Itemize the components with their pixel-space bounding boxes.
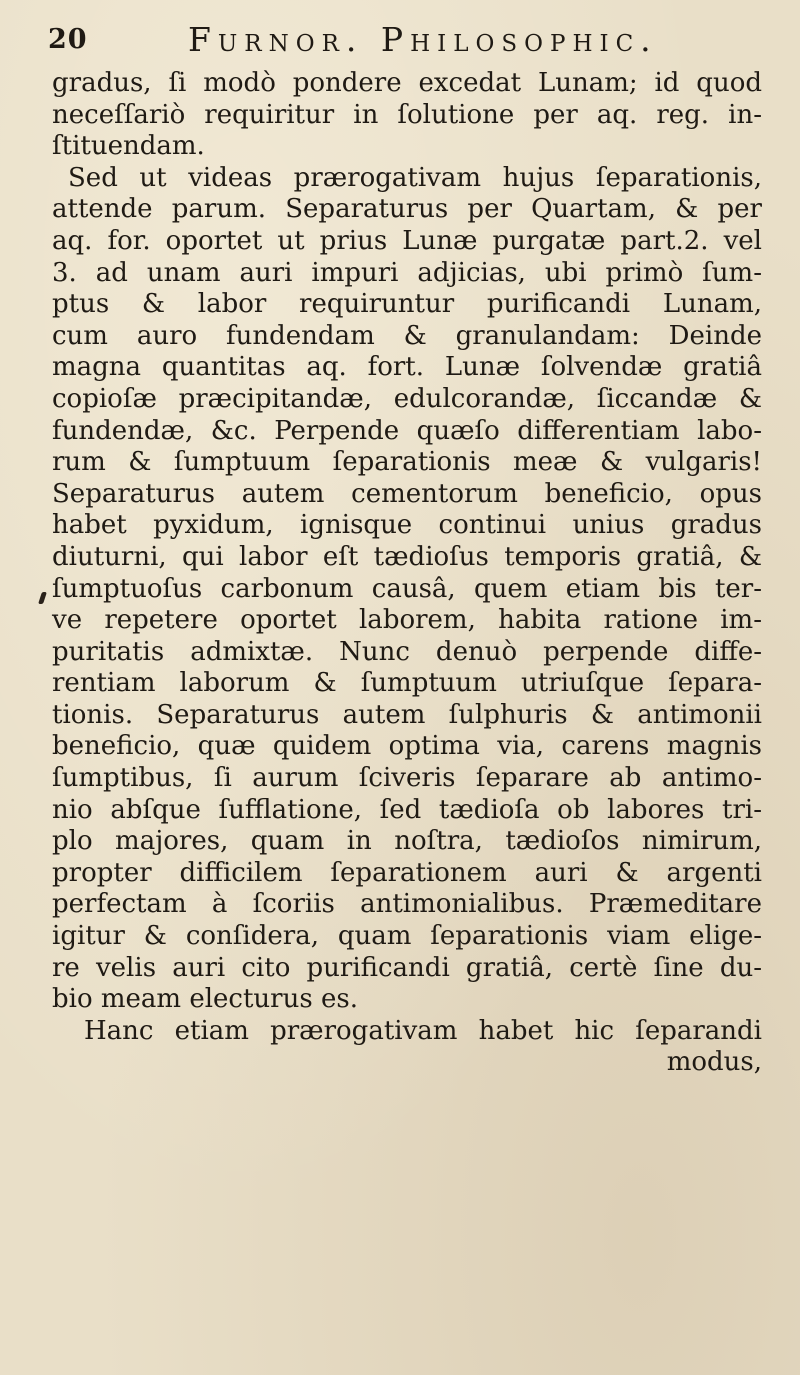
text-line: tionis. Separaturus autem ſulphuris & antimonii	[52, 699, 762, 730]
text-line: cum auro fundendam & granulandam: Deinde	[52, 320, 762, 351]
text-line: plo majores, quam in noſtra, tædioſos nimirum,	[52, 826, 762, 857]
text-line: ſtituendam.	[52, 131, 205, 162]
text-line: ſumptibus, ſi aurum ſciveris ſeparare ab antimo-	[52, 763, 762, 794]
text-line: neceſſariò requiritur in ſolutione per aq. reg. in-	[52, 99, 762, 130]
page-number: 20	[48, 24, 88, 55]
text-line: Sed ut videas prærogativam hujus ſeparationis,	[68, 162, 762, 193]
text-line: puritatis admixtæ. Nunc denuò perpende diffe-	[52, 636, 762, 667]
text-line: igitur & conſidera, quam ſeparationis viam elige-	[52, 921, 762, 952]
text-line: habet pyxidum, ignisque continui unius gradus	[52, 510, 762, 541]
running-head: Furnor. Philosophic.	[188, 20, 658, 59]
text-line: magna quantitas aq. fort. Lunæ ſolvendæ gratiâ	[52, 352, 762, 383]
text-line: rentiam laborum & ſumptuum utriuſque ſepara-	[52, 668, 762, 699]
page-header	[48, 18, 760, 62]
text-line: copioſæ præcipitandæ, edulcorandæ, ſiccandæ &	[52, 383, 762, 414]
text-line: aq. for. oportet ut prius Lunæ purgatæ part.2. vel	[52, 225, 762, 256]
text-line: Separaturus autem cementorum beneficio, opus	[52, 478, 762, 509]
text-line: re velis auri cito purificandi gratiâ, certè ſine du-	[52, 952, 762, 983]
text-line: ve repetere oportet laborem, habita ratione im-	[52, 605, 762, 636]
text-line: rum & ſumptuum ſeparationis meæ & vulgaris!	[52, 447, 762, 478]
catchword: modus,	[666, 1047, 762, 1078]
body-text	[52, 68, 762, 1079]
text-line: perfectam à ſcoriis antimonialibus. Præmeditare	[52, 889, 762, 920]
text-line: fundendæ, &c. Perpende quæſo differentiam labo-	[52, 415, 762, 446]
text-line: gradus, ſi modò pondere excedat Lunam; id quod	[52, 68, 762, 98]
margin-mark	[38, 592, 47, 604]
text-line: propter difficilem ſeparationem auri & argenti	[52, 857, 762, 888]
text-line: beneficio, quæ quidem optima via, carens magnis	[52, 731, 762, 762]
text-line: ſumptuoſus carbonum causâ, quem etiam bis ter-	[52, 573, 762, 604]
text-line: attende parum. Separaturus per Quartam, & per	[52, 194, 762, 225]
text-line: 3. ad unam auri impuri adjicias, ubi primò ſum-	[52, 257, 762, 288]
text-line: Hanc etiam prærogativam habet hic ſeparandi	[84, 1015, 762, 1046]
text-line: nio abſque ſufflatione, ſed tædioſa ob labores tri-	[52, 794, 762, 825]
text-line: bio meam electurus es.	[52, 984, 358, 1015]
text-line: diuturni, qui labor eſt tædioſus temporis gratiâ, &	[52, 541, 762, 572]
text-line: ptus & labor requiruntur purificandi Lunam,	[52, 289, 762, 320]
